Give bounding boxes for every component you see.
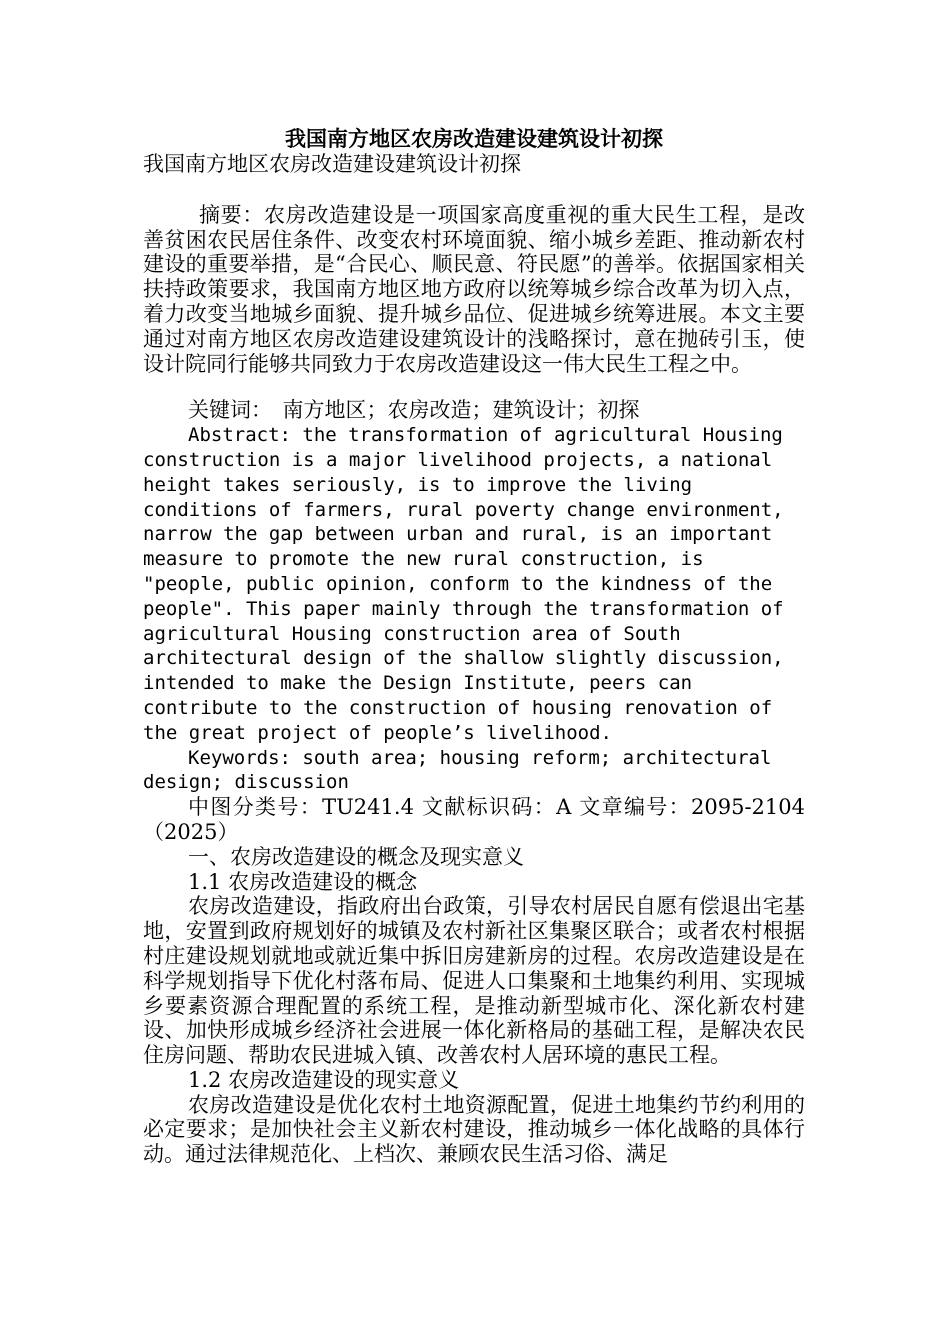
body-paragraph: 农房改造建设是优化农村土地资源配置，促进土地集约节约利用的必定要求；是加快社会主义新农村建设，推动城乡一体化战略的具体行动。通过法律规范化、上档次、兼顾农民生活习俗、满足 [143, 1092, 805, 1167]
abstract-cn: 摘要：农房改造建设是一项国家高度重视的重大民生工程，是改善贫困农民居住条件、改变农村环境面貌、缩小城乡差距、推动新农村建设的重要举措，是“合民心、顺民意、符民愿”的善举。依据国家相关扶持政策要求，我国南方地区地方政府以统筹城乡综合改革为切入点，着力改变当地城乡面貌、提升城乡品位、促进城乡统筹进展。本文主要通过对南方地区农房改造建设建筑设计的浅略探讨，意在抛砖引玉，使设计院同行能够共同致力于农房改造建设这一伟大民生工程之中。 [143, 202, 805, 376]
document-page [143, 126, 805, 1167]
keywords-en: Keywords: south area; housing reform; architectural design; discussion [143, 746, 772, 794]
subsection-heading: 1.2 农房改造建设的现实意义 [188, 1067, 460, 1092]
spacer [143, 376, 805, 398]
document-title: 我国南方地区农房改造建设建筑设计初探 [285, 126, 663, 151]
body-paragraph: 农房改造建设，指政府出台政策，引导农村居民自愿有偿退出宅基地，安置到政府规划好的城镇及农村新社区集聚区联合；或者农村根据村庄建设规划就地或就近集中拆旧房建新房的过程。农房改造建设是在科学规划指导下优化村落布局、促进人口集聚和土地集约利用、实现城乡要素资源合理配置的系统工程，是推动新型城市化、深化新农村建设、加快形成城乡经济社会进展一体化新格局的基础工程，是解决农民住房问题、帮助农民进城入镇、改善农村人居环境的惠民工程。 [143, 894, 805, 1068]
document-subtitle: 我国南方地区农房改造建设建筑设计初探 [143, 152, 521, 176]
section-heading: 一、农房改造建设的概念及现实意义 [188, 844, 524, 869]
abstract-en: Abstract: the transformation of agricultural Housing construction is a major livelihood projects, a national height takes seriously, is to improve the living conditions of farmers, rural poverty change environment, narrow the gap between urban and rural, is an important measure to promote the new rural construction, is "people, public opinion, conform to the kindness of the people". This paper mainly through the transformation of agricultural Housing construction area of South architectural design of the shallow slightly discussion, intended to make the Design Institute, peers can contribute to the construction of housing renovation of the great project of people’s livelihood. [143, 424, 784, 744]
subsection-heading: 1.1 农房改造建设的概念 [188, 869, 418, 894]
spacer [143, 177, 805, 203]
classification-line: 中图分类号：TU241.4 文献标识码：A 文章编号：2095-2104（2025） [143, 795, 805, 844]
keywords-cn: 关键词： 南方地区；农房改造；建筑设计；初探 [188, 398, 640, 423]
